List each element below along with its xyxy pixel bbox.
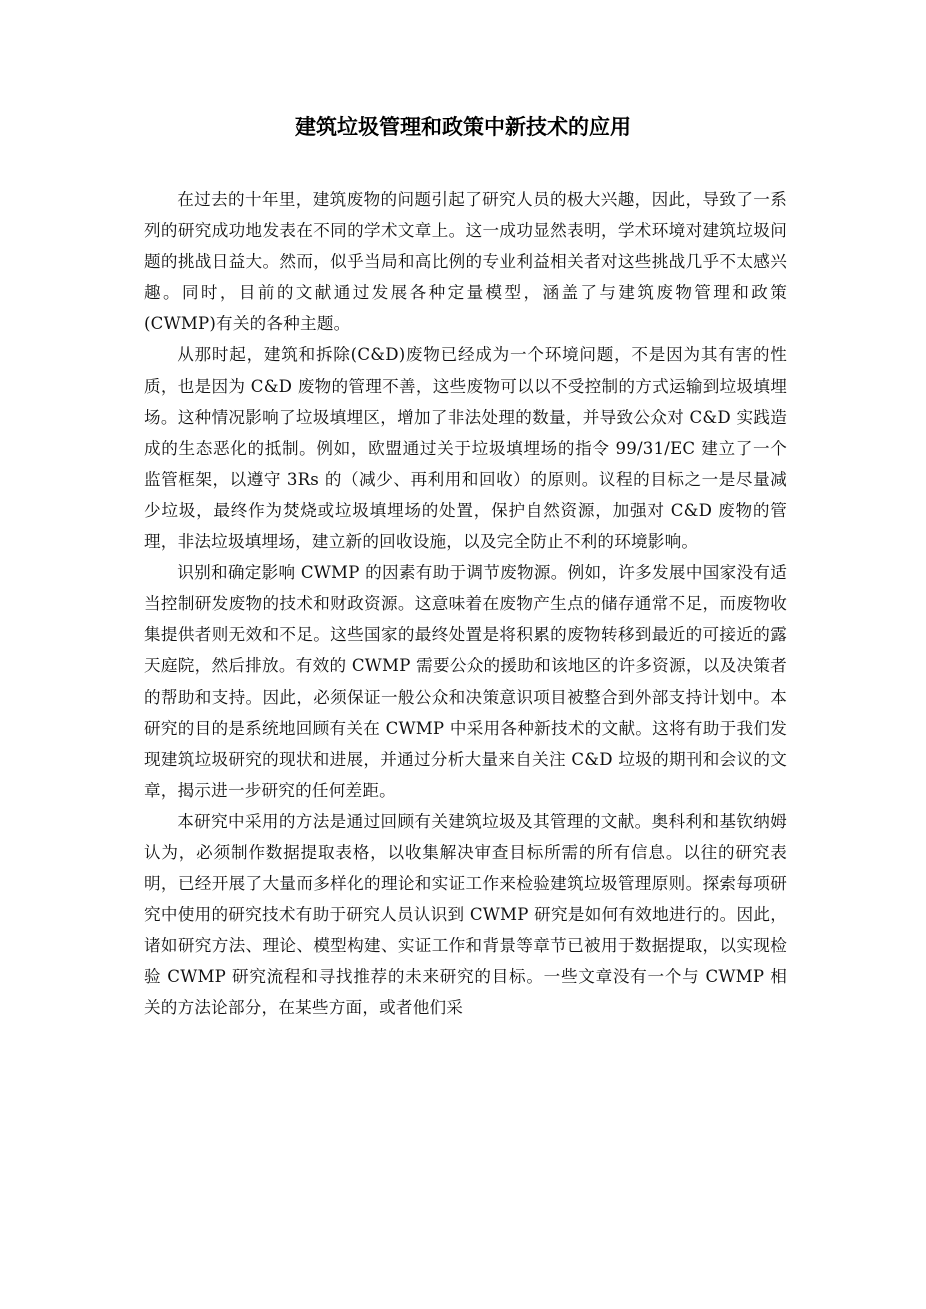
document-title: 建筑垃圾管理和政策中新技术的应用: [295, 114, 631, 139]
paragraph-2: 从那时起，建筑和拆除(C&D)废物已经成为一个环境问题，不是因为其有害的性质，也是因为 C&D 废物的管理不善，这些废物可以以不受控制的方式运输到垃圾填埋场。这种情况影响了垃圾填埋区，增加了非法处理的数量，并导致公众对 C&D 实践造成的生态恶化的抵制。例如，欧盟通过关于垃圾填埋场的指令 99/31/EC 建立了一个监管框架，以遵守 3Rs 的（减少、再利用和回收）的原则。议程的目标之一是尽量减少垃圾，最终作为焚烧或垃圾填埋场的处置，保护自然资源，加强对 C&D 废物的管理，非法垃圾填埋场，建立新的回收设施，以及完全防止不利的环境影响。: [144, 345, 787, 552]
paragraph-4: 本研究中采用的方法是通过回顾有关建筑垃圾及其管理的文献。奥科利和基钦纳姆认为，必须制作数据提取表格，以收集解决审查目标所需的所有信息。以往的研究表明，已经开展了大量而多样化的理论和实证工作来检验建筑垃圾管理原则。探索每项研究中使用的研究技术有助于研究人员认识到 CWMP 研究是如何有效地进行的。因此，诸如研究方法、理论、模型构建、实证工作和背景等章节已被用于数据提取，以实现检验 CWMP 研究流程和寻找推荐的未来研究的目标。一些文章没有一个与 CWMP 相关的方法论部分，在某些方面，或者他们采: [144, 811, 787, 1018]
paragraph-3: 识别和确定影响 CWMP 的因素有助于调节废物源。例如，许多发展中国家没有适当控制研发废物的技术和财政资源。这意味着在废物产生点的储存通常不足，而废物收集提供者则无效和不足。这些国家的最终处置是将积累的废物转移到最近的可接近的露天庭院，然后排放。有效的 CWMP 需要公众的援助和该地区的许多资源，以及决策者的帮助和支持。因此，必须保证一般公众和决策意识项目被整合到外部支持计划中。本研究的目的是系统地回顾有关在 CWMP 中采用各种新技术的文献。这将有助于我们发现建筑垃圾研究的现状和进展，并通过分析大量来自关注 C&D 垃圾的期刊和会议的文章，揭示进一步研究的任何差距。: [144, 563, 787, 800]
document-body: [144, 184, 787, 1024]
paragraph-1: 在过去的十年里，建筑废物的问题引起了研究人员的极大兴趣，因此，导致了一系列的研究成功地发表在不同的学术文章上。这一成功显然表明，学术环境对建筑垃圾问题的挑战日益大。然而，似乎当局和高比例的专业利益相关者对这些挑战几乎不太感兴趣。同时，目前的文献通过发展各种定量模型，涵盖了与建筑废物管理和政策(CWMP)有关的各种主题。: [144, 190, 787, 334]
